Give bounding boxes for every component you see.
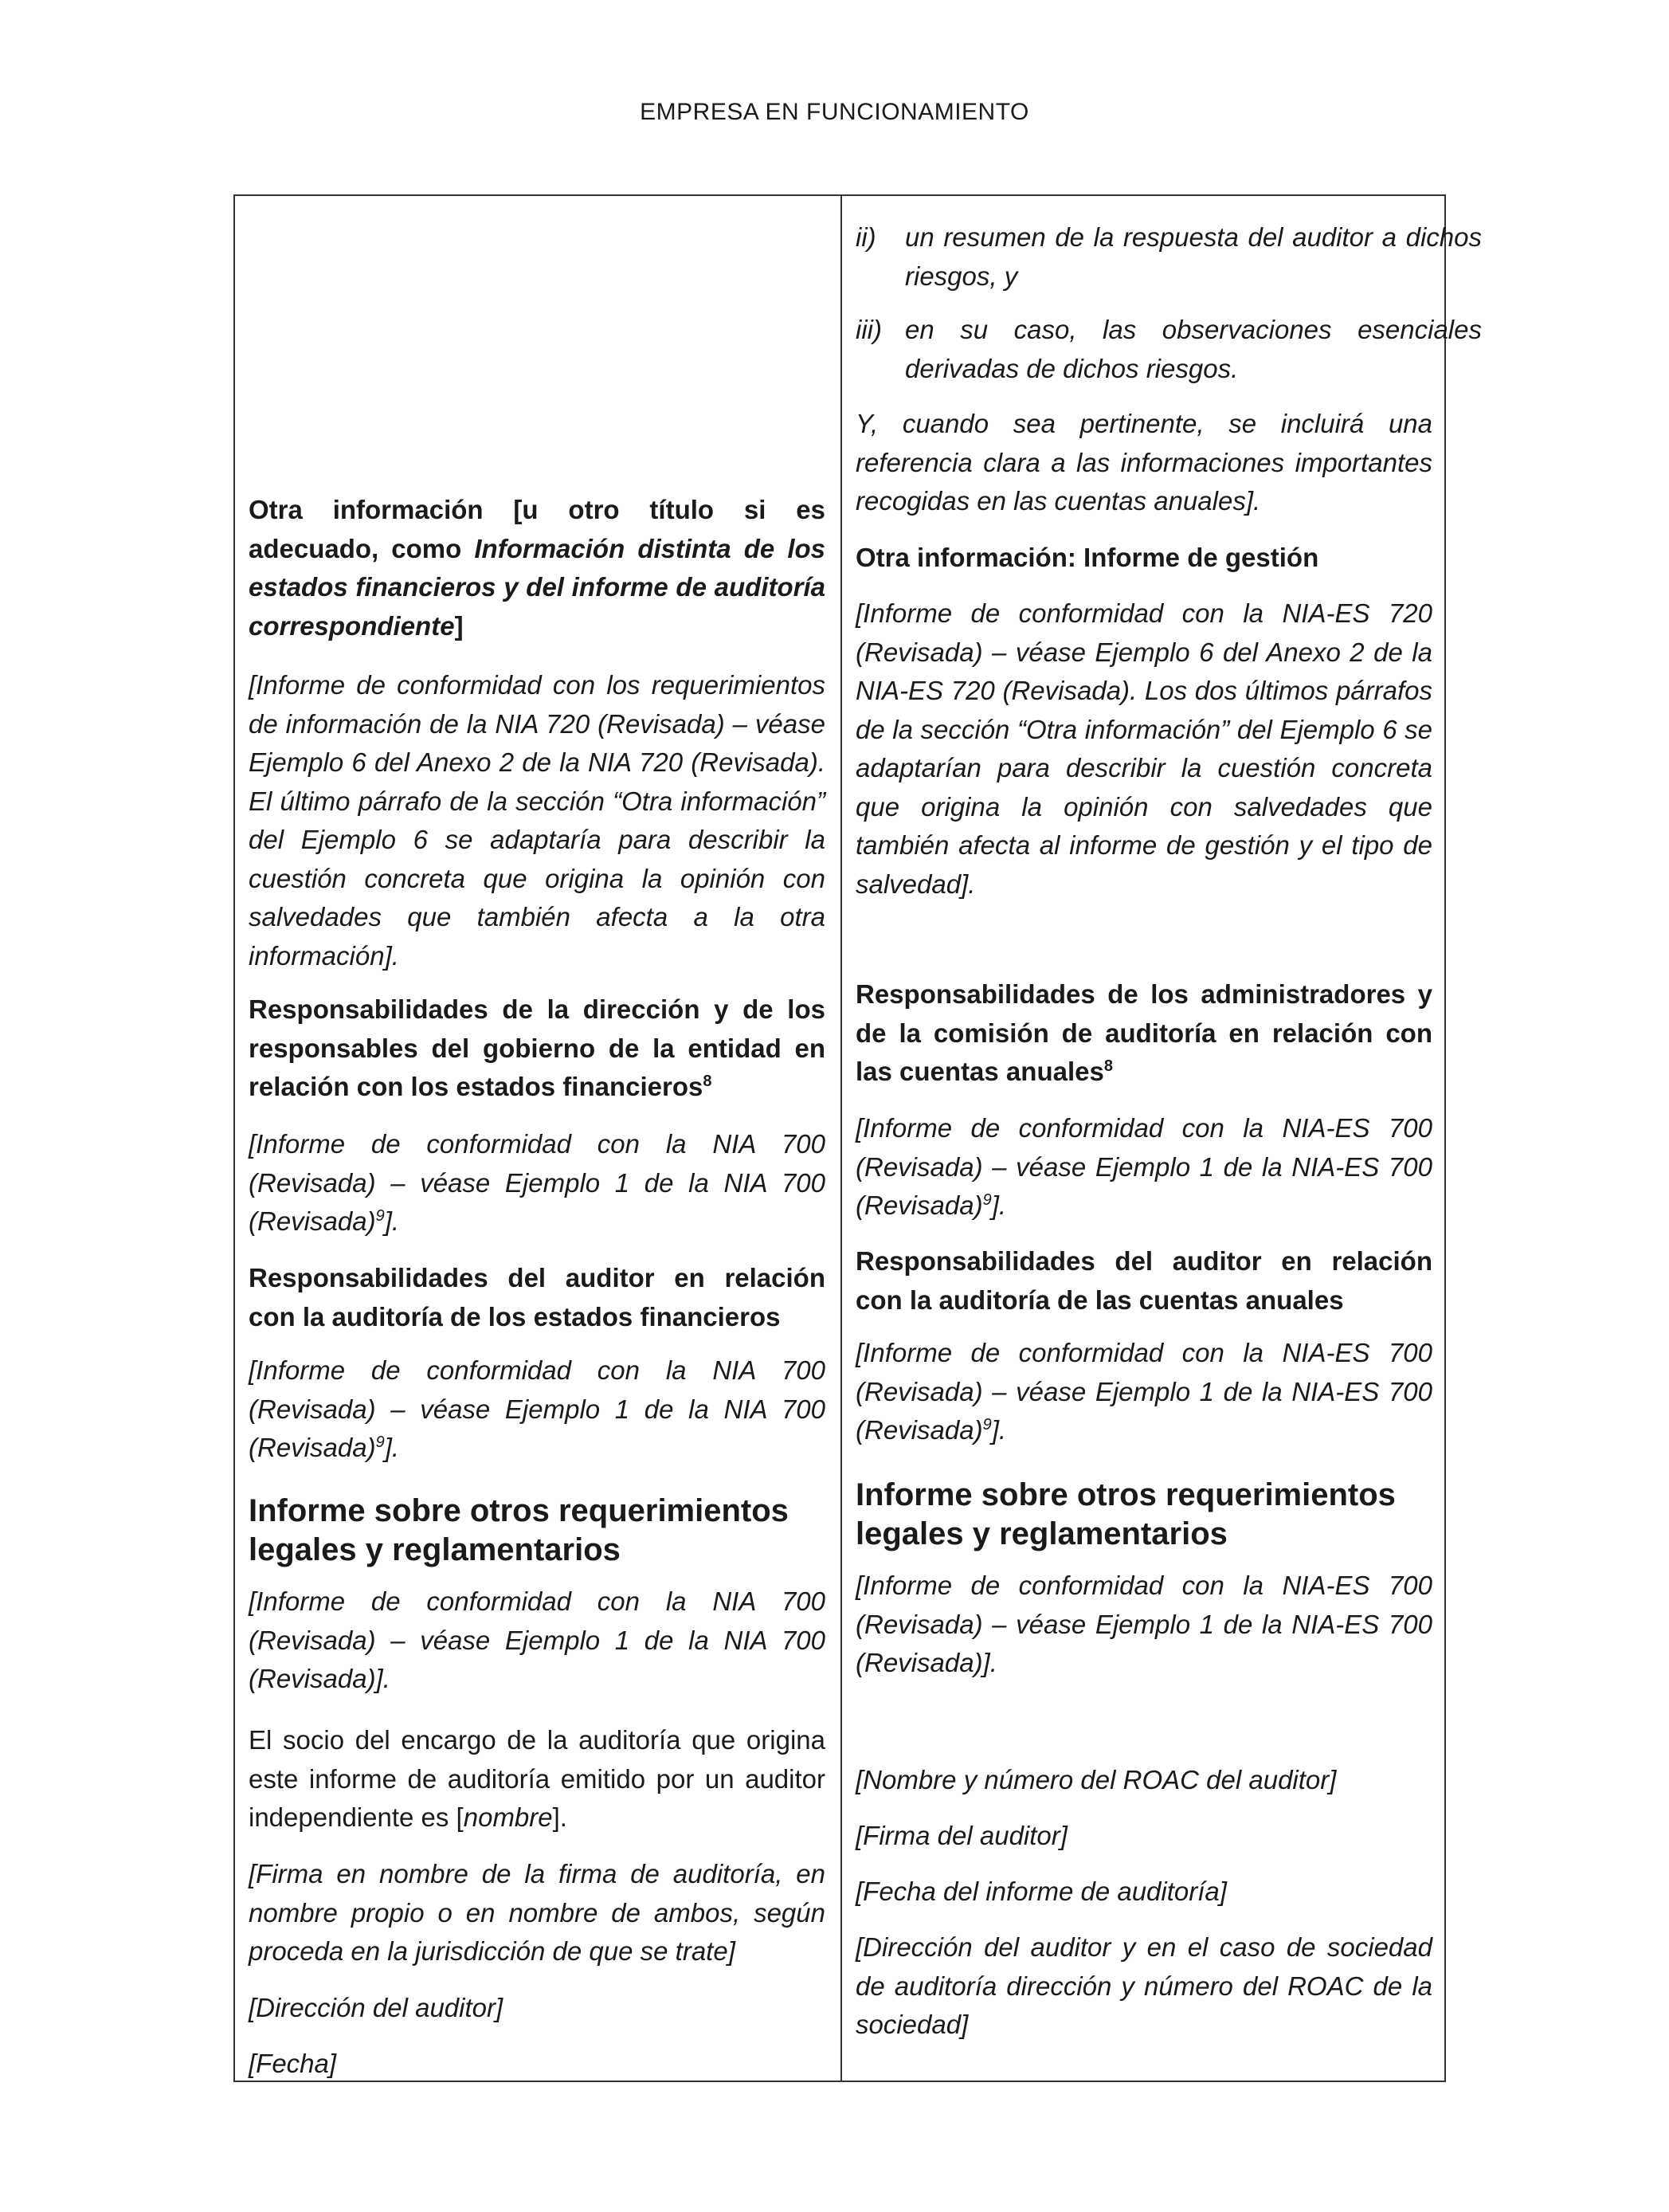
right-firma: [Firma del auditor]	[856, 1821, 1068, 1850]
footnote-ref-8: 8	[703, 1073, 712, 1090]
right-otra-info-body: [Informe de conformidad con la NIA-ES 720 (Revisada) – véase Ejemplo 6 del Anexo 2 de la NIA-ES 720 (Revisada). Los dos últimos párrafos de la sección “Otra información” del Ejemplo 6 se adaptarían para describir la cuestión concreta que origina la opinión con salvedades que también afecta al informe de gestión y el tipo de salvedad].	[856, 598, 1432, 899]
left-resp-auditor-body-post: ].	[384, 1433, 400, 1462]
right-resp-admin-body-post: ].	[991, 1190, 1007, 1220]
left-otra-info-body: [Informe de conformidad con los requerimientos de información de la NIA 720 (Revisada) – véase Ejemplo 6 del Anexo 2 de la NIA 720 (Revisada). El último párrafo de la sección “Otra información” del Ejemplo 6 se adaptaría para describir la cuestión concreta que origina la opinión con salvedades que también afecta a la otra información].	[249, 670, 825, 971]
right-otra-info-heading: Otra información: Informe de gestión	[856, 543, 1319, 572]
footnote-ref-9: 9	[982, 1416, 992, 1433]
left-resp-direccion-heading	[249, 990, 825, 1107]
left-otra-info-heading-italic: Información distinta de los estados financieros y del informe de auditoría correspondiente	[249, 533, 825, 641]
right-resp-auditor-body	[856, 1334, 1432, 1450]
left-otra-info-heading	[249, 491, 825, 645]
left-resp-auditor-body	[249, 1351, 825, 1468]
footnote-ref-8: 8	[1103, 1057, 1113, 1075]
right-resp-admin-body	[856, 1109, 1432, 1226]
list-marker-iii: iii)	[856, 315, 882, 344]
left-resp-auditor-heading: Responsabilidades del auditor en relación con la auditoría de los estados financieros	[249, 1263, 825, 1332]
left-otros-req-heading: Informe sobre otros requerimientos legales y reglamentarios	[249, 1493, 789, 1567]
right-item-iii-text: en su caso, las observaciones esenciales derivadas de dichos riesgos.	[905, 315, 1482, 383]
column-divider	[840, 196, 842, 2081]
left-otra-info-heading-post: ]	[454, 610, 464, 641]
right-list-item-ii	[856, 218, 1482, 296]
left-resp-direccion-body-text: [Informe de conformidad con la NIA 700 (Revisada) – véase Ejemplo 1 de la NIA 700 (Revisada)	[249, 1129, 825, 1236]
left-otros-req-body: [Informe de conformidad con la NIA 700 (Revisada) – véase Ejemplo 1 de la NIA 700 (Revisada)].	[249, 1586, 825, 1693]
right-otros-req-heading: Informe sobre otros requerimientos legales y reglamentarios	[856, 1477, 1396, 1551]
right-resp-admin-body-text: [Informe de conformidad con la NIA-ES 700 (Revisada) – véase Ejemplo 1 de la NIA-ES 700 (Revisada)	[856, 1113, 1432, 1220]
left-socio-paragraph	[249, 1721, 825, 1837]
right-fecha: [Fecha del informe de auditoría]	[856, 1877, 1227, 1906]
right-resp-auditor-body-text: [Informe de conformidad con la NIA-ES 700 (Revisada) – véase Ejemplo 1 de la NIA-ES 700 (Revisada)	[856, 1338, 1432, 1445]
right-resp-admin-heading-text: Responsabilidades de los administradores y de la comisión de auditoría en relación con las cuentas anuales	[856, 979, 1432, 1086]
right-otros-req-body: [Informe de conformidad con la NIA-ES 700 (Revisada) – véase Ejemplo 1 de la NIA-ES 700 (Revisada)].	[856, 1571, 1432, 1677]
left-fecha: [Fecha]	[249, 2049, 337, 2078]
right-referencia: Y, cuando sea pertinente, se incluirá una referencia clara a las informaciones importantes recogidas en las cuentas anuales].	[856, 409, 1432, 516]
right-list-item-iii	[856, 311, 1482, 388]
left-resp-direccion-heading-text: Responsabilidades de la dirección y de los responsables del gobierno de la entidad en relación con los estados financieros	[249, 994, 825, 1101]
left-resp-direccion-body-post: ].	[384, 1206, 400, 1236]
left-socio-post: ].	[552, 1802, 567, 1832]
left-direccion: [Dirección del auditor]	[249, 1993, 503, 2022]
left-resp-auditor-body-text: [Informe de conformidad con la NIA 700 (Revisada) – véase Ejemplo 1 de la NIA 700 (Revisada)	[249, 1355, 825, 1462]
left-resp-direccion-body	[249, 1125, 825, 1241]
page-header: EMPRESA EN FUNCIONAMIENTO	[640, 99, 1029, 125]
right-resp-auditor-body-post: ].	[991, 1415, 1007, 1445]
left-socio-nombre: nombre	[463, 1802, 553, 1832]
right-nombre-roac: [Nombre y número del ROAC del auditor]	[856, 1765, 1337, 1794]
right-resp-auditor-heading: Responsabilidades del auditor en relación con la auditoría de las cuentas anuales	[856, 1246, 1432, 1315]
left-firma: [Firma en nombre de la firma de auditoría, en nombre propio o en nombre de ambos, según proceda en la jurisdicción de que se trate]	[249, 1859, 825, 1966]
left-otra-info-heading-pre: Otra información [u otro título si es adecuado, como	[249, 495, 825, 563]
footnote-ref-9: 9	[375, 1433, 385, 1451]
list-marker-ii: ii)	[856, 222, 876, 252]
right-item-ii-text: un resumen de la respuesta del auditor a dichos riesgos, y	[905, 222, 1482, 291]
left-socio-text: El socio del encargo de la auditoría que origina este informe de auditoría emitido por un auditor independiente es [	[249, 1725, 825, 1832]
right-resp-admin-heading	[856, 975, 1432, 1092]
right-direccion: [Dirección del auditor y en el caso de sociedad de auditoría dirección y número del ROAC de la sociedad]	[856, 1932, 1432, 2039]
footnote-ref-9: 9	[982, 1191, 992, 1209]
footnote-ref-9: 9	[375, 1207, 385, 1225]
comparison-table	[233, 194, 1482, 2082]
